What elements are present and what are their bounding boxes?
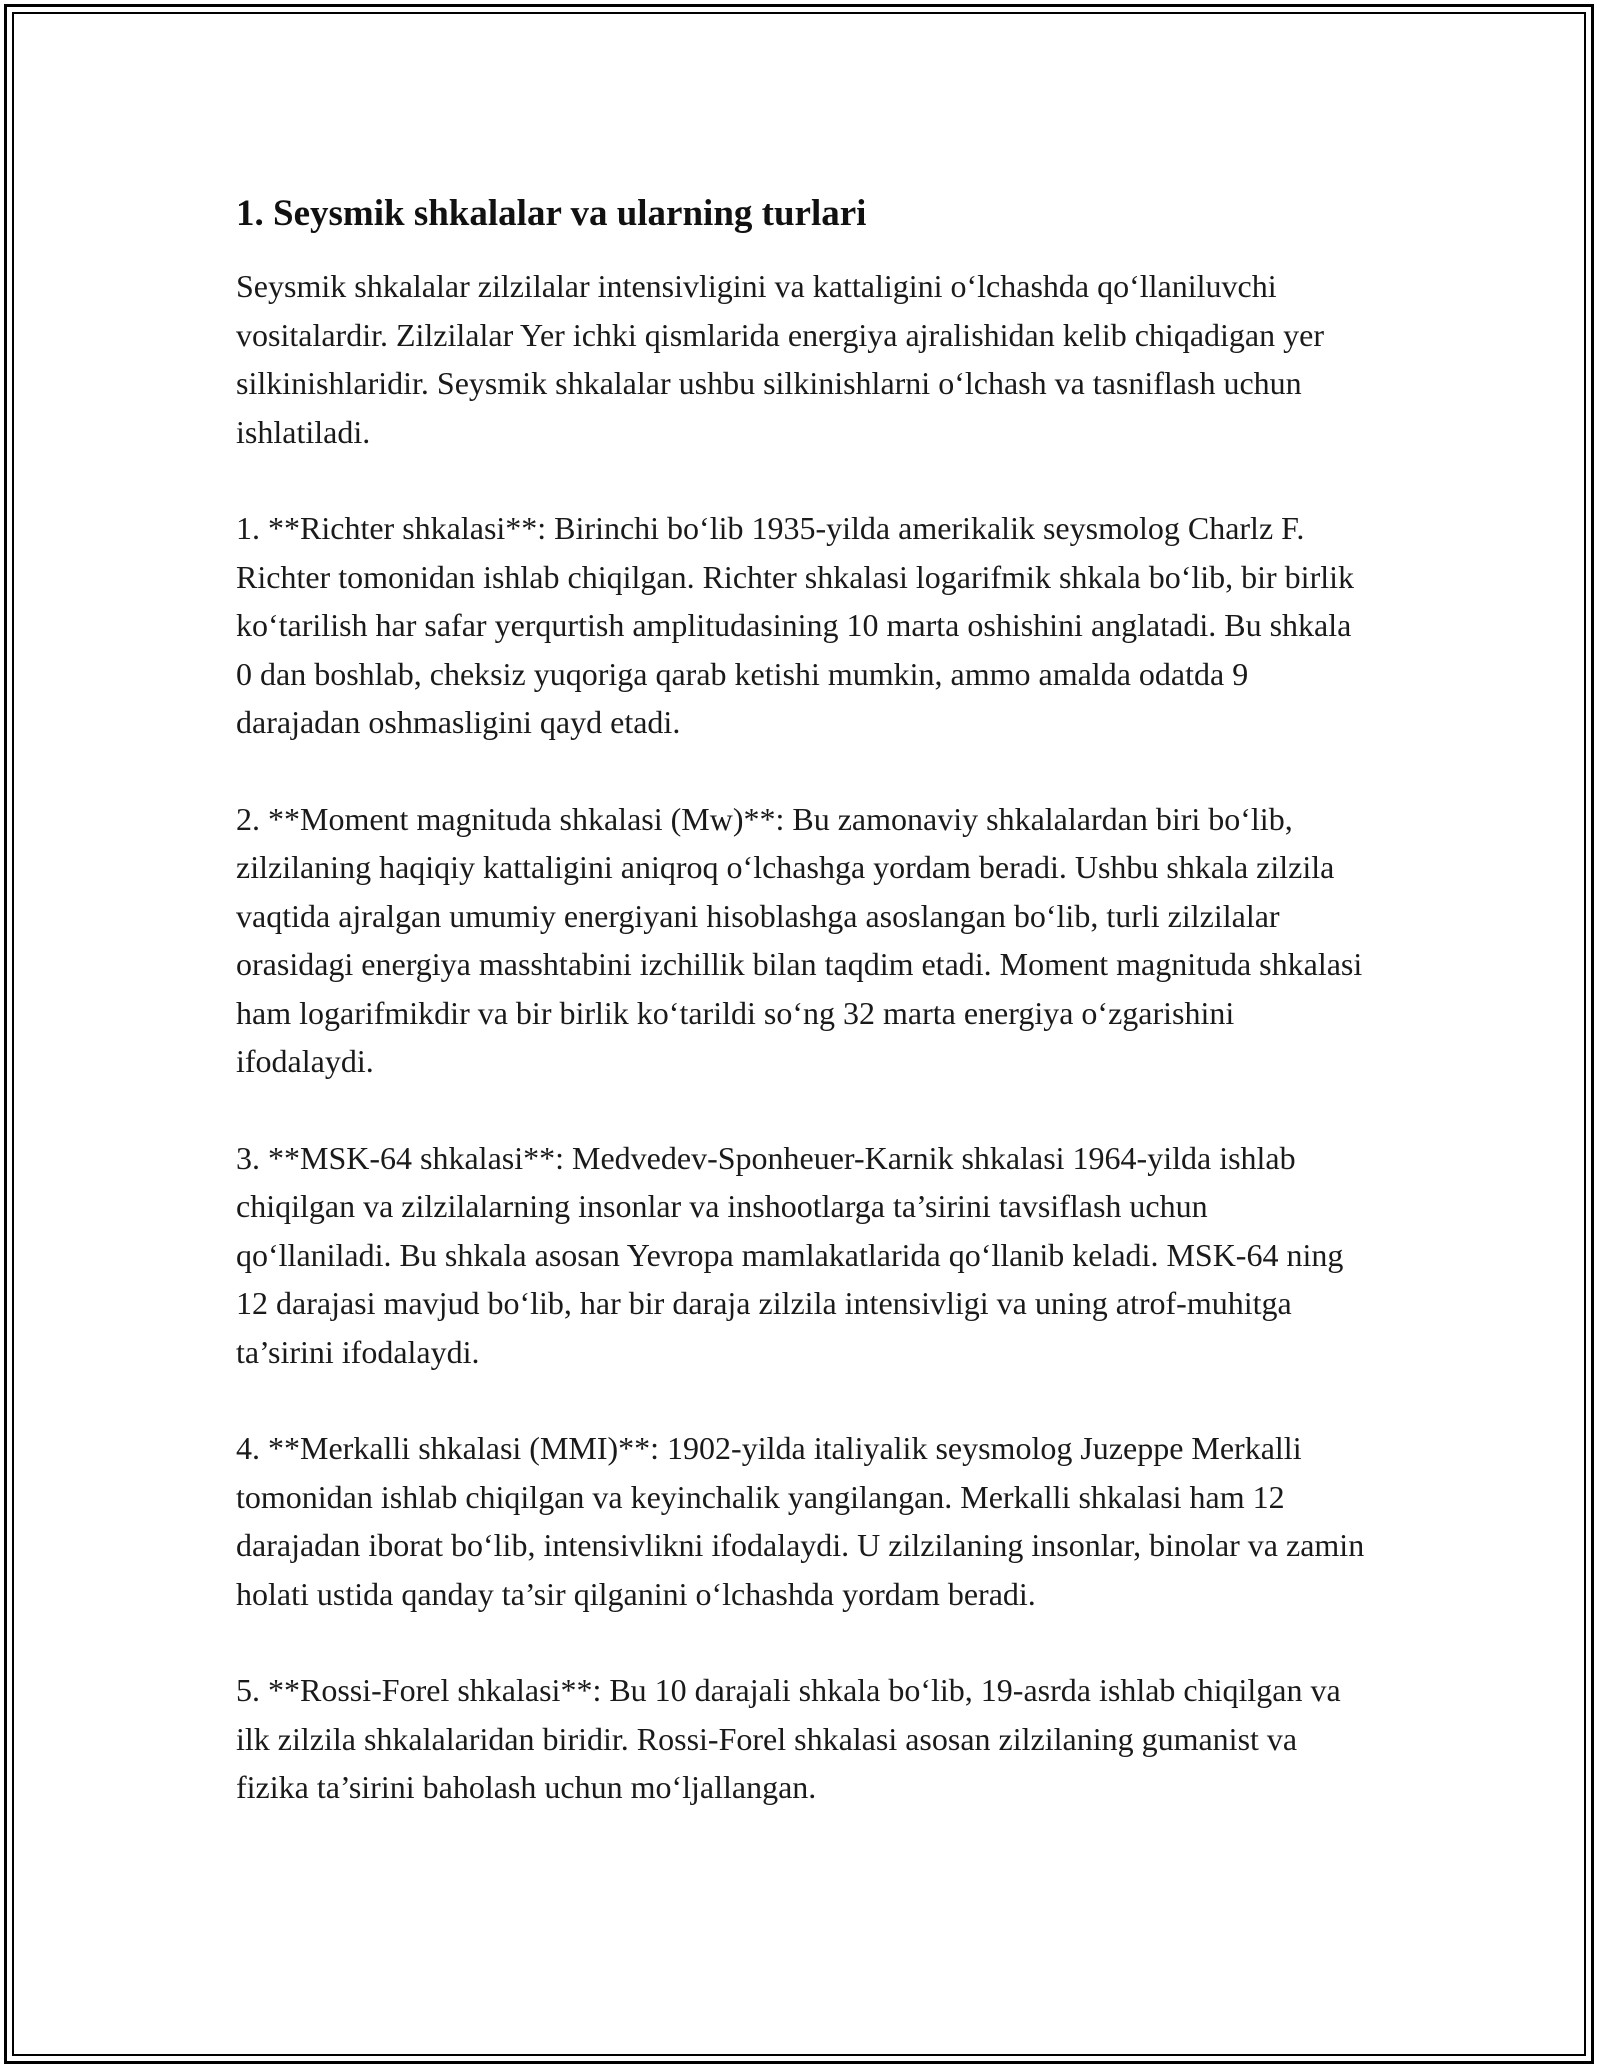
mercalli-paragraph: 4. **Merkalli shkalasi (MMI)**: 1902-yilda italiyalik seysmolog Juzeppe Merkalli tomonidan ishlab chiqilgan va keyinchalik yangilangan. Merkalli shkalasi ham 12 darajadan iborat bo‘lib, intensivlikni ifodalaydi. U zilzilaning insonlar, binolar va zamin holati ustida qanday ta’sir qilganini o‘lchashda yordam beradi. bbox=[236, 1430, 1365, 1612]
intro-paragraph: Seysmik shkalalar zilzilalar intensivligini va kattaligini o‘lchashda qo‘llaniluvchi vositalardir. Zilzilalar Yer ichki qismlarida energiya ajralishidan kelib chiqadigan yer silkinishlaridir. Seysmik shkalalar ushbu silkinishlarni o‘lchash va tasniflash uchun ishlatiladi. bbox=[236, 268, 1324, 450]
rossi-forel-paragraph: 5. **Rossi-Forel shkalasi**: Bu 10 darajali shkala bo‘lib, 19-asrda ishlab chiqilgan va ilk zilzila shkalalaridan biridir. Rossi-Forel shkalasi asosan zilzilaning gumanist va fizika ta’sirini baholash uchun mo‘ljallangan. bbox=[236, 1672, 1341, 1805]
moment-magnitude-paragraph: 2. **Moment magnituda shkalasi (Mw)**: Bu zamonaviy shkalalardan biri bo‘lib, zilzilaning haqiqiy kattaligini aniqroq o‘lchashga yordam beradi. Ushbu shkala zilzila vaqtida ajralgan umumiy energiyani hisoblashga asoslangan bo‘lib, turli zilzilalar orasidagi energiya masshtabini izchillik bilan taqdim etadi. Moment magnituda shkalasi ham logarifmikdir va bir birlik ko‘tarildi so‘ng 32 marta energiya o‘zgarishini ifodalaydi. bbox=[236, 800, 1363, 1079]
msk64-paragraph: 3. **MSK-64 shkalasi**: Medvedev-Sponheuer-Karnik shkalasi 1964-yilda ishlab chiqilgan va zilzilalarning insonlar va inshootlarga ta’sirini tavsiflash uchun qo‘llaniladi. Bu shkala asosan Yevropa mamlakatlarida qo‘llanib keladi. MSK-64 ning 12 darajasi mavjud bo‘lib, har bir daraja zilzila intensivligi va uning atrof-muhitga ta’sirini ifodalaydi. bbox=[236, 1139, 1344, 1370]
richter-paragraph: 1. **Richter shkalasi**: Birinchi bo‘lib 1935-yilda amerikalik seysmolog Charlz F. Richter tomonidan ishlab chiqilgan. Richter shkalasi logarifmik shkala bo‘lib, bir birlik ko‘tarilish har safar yerqurtish amplitudasining 10 marta oshishini anglatadi. Bu shkala 0 dan boshlab, cheksiz yuqoriga qarab ketishi mumkin, ammo amalda odatda 9 darajadan oshmasligini qayd etadi. bbox=[236, 510, 1354, 740]
section-title: 1. Seysmik shkalalar va ularning turlari bbox=[236, 193, 867, 234]
document-body bbox=[236, 186, 1366, 1860]
